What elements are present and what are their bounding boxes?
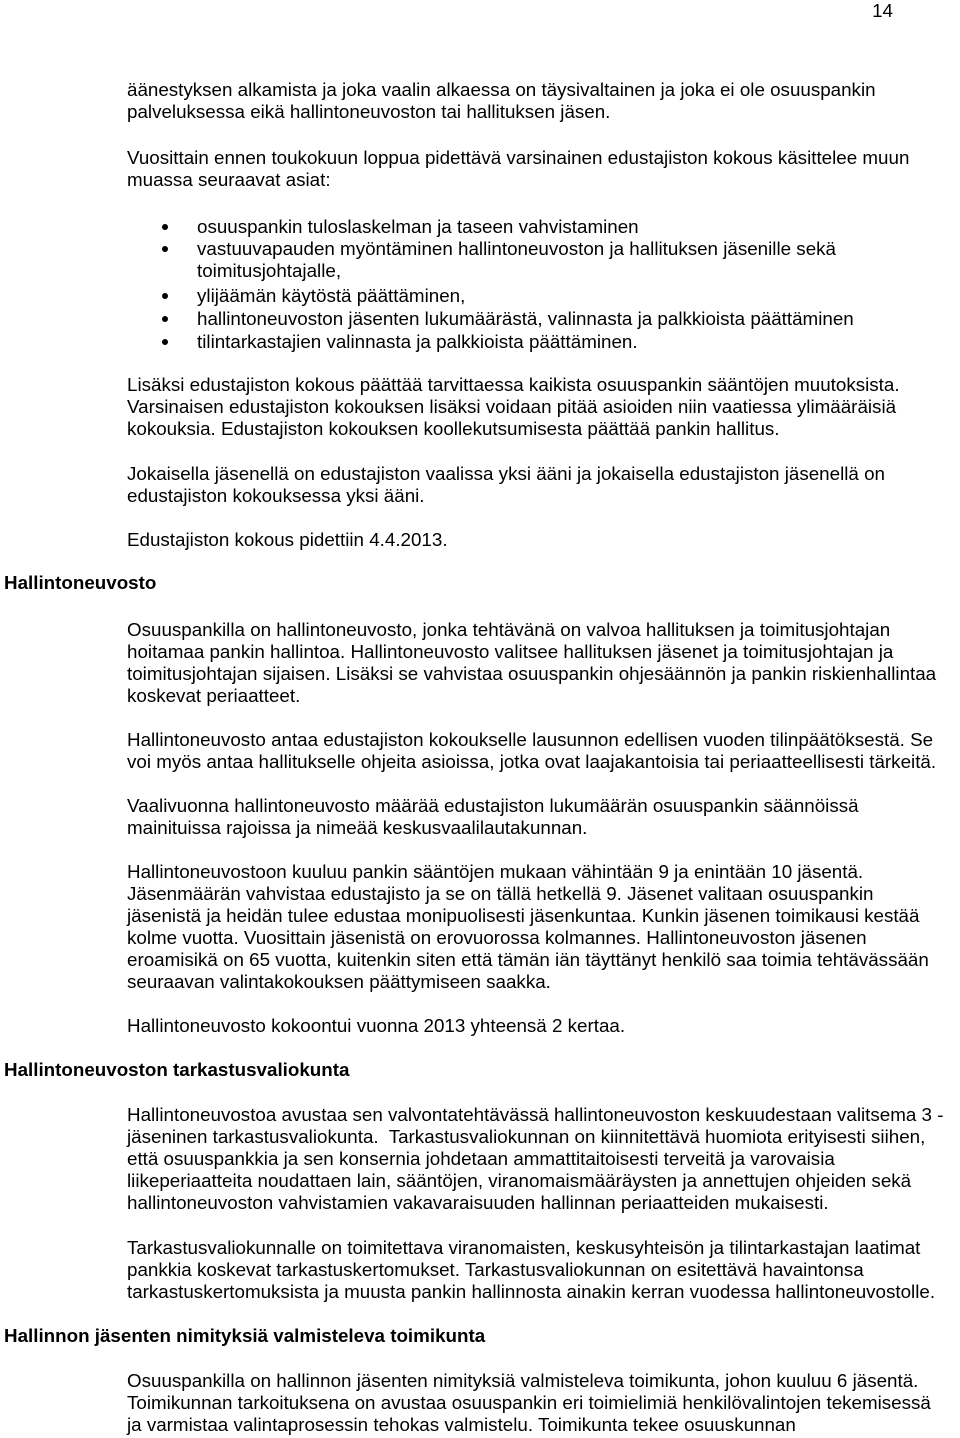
text-line: toimitusjohtajalle,	[197, 260, 342, 281]
text-line: muassa seuraavat asiat:	[127, 169, 331, 190]
text-line: jäsenistä ja heidän tulee edustaa monipuolisesti jäsenkuntaa. Kunkin jäsenen toimikausi kestää	[127, 905, 920, 926]
text-line: Toimikunnan tarkoituksena on avustaa osuuspankin eri toimielimiä henkilövalintojen tekemisessä	[127, 1392, 931, 1413]
text-line: liikeperiaatteita noudattaen lain, sääntöjen, viranomaismääräysten ja annettujen ohjeiden sekä	[127, 1170, 912, 1191]
paragraph	[127, 147, 960, 191]
text-line: Hallintoneuvosto antaa edustajiston kokoukselle lausunnon edellisen vuoden tilinpäätöksestä. Se	[127, 729, 934, 750]
text-line: hallintoneuvoston vahvistamien vakavaraisuuden hallinnan periaatteiden mukaisesti.	[127, 1192, 829, 1213]
paragraph	[127, 861, 960, 993]
text-line: tarkastuskertomuksista ja muusta pankin hallinnosta ainakin kerran vuodessa hallintoneuvostolle.	[127, 1281, 936, 1302]
paragraph	[127, 1237, 960, 1303]
text-line: palveluksessa eikä hallintoneuvoston tai hallituksen jäsen.	[127, 101, 611, 122]
paragraph	[127, 374, 960, 440]
text-line: Osuuspankilla on hallinnon jäsenten nimityksiä valmisteleva toimikunta, johon kuuluu 6 jäsentä.	[127, 1370, 919, 1391]
text-line: eroamisikä on 65 vuotta, kuitenkin siten että tämän iän täyttänyt henkilö saa toimia tehtävässään	[127, 949, 929, 970]
text-line: Jokaisella jäsenellä on edustajiston vaalissa yksi ääni ja jokaisella edustajiston jäsenellä on	[127, 463, 885, 484]
text-line: jäseninen tarkastusvaliokunta. Tarkastusvaliokunnan on kiinnitettävä huomiota erityisesti siihen,	[127, 1126, 926, 1147]
paragraph	[127, 795, 960, 839]
text-line: kolme vuotta. Vuosittain jäsenistä on erovuorossa kolmannes. Hallintoneuvoston jäsenen	[127, 927, 867, 948]
text-line: äänestyksen alkamista ja joka vaalin alkaessa on täysivaltainen ja joka ei ole osuuspankin	[127, 79, 876, 100]
paragraph	[127, 1104, 960, 1214]
text-line: Varsinaisen edustajiston kokouksen lisäksi voidaan pitää asioiden niin vaatiessa ylimääräisiä	[127, 396, 897, 417]
bullet-icon	[162, 339, 168, 345]
paragraph	[127, 79, 960, 123]
text-line: hallintoneuvoston jäsenten lukumäärästä, valinnasta ja palkkioista päättäminen	[197, 308, 854, 329]
text-line: edustajiston kokouksessa yksi ääni.	[127, 485, 425, 506]
paragraph	[127, 529, 960, 551]
text-line: Vuosittain ennen toukokuun loppua pidettävä varsinainen edustajiston kokous käsittelee muun	[127, 147, 910, 168]
text-line: että osuuspankkia ja sen konsernia johdetaan ammattitaitoisesti terveitä ja varovaisia	[127, 1148, 835, 1169]
paragraph	[127, 1015, 960, 1037]
text-line: pankkia koskevat tarkastuskertomukset. Tarkastusvaliokunnan on esitettävä havaintonsa	[127, 1259, 864, 1280]
text-line: Edustajiston kokous pidettiin 4.4.2013.	[127, 529, 448, 550]
section-heading: Hallinnon jäsenten nimityksiä valmisteleva toimikunta	[4, 1325, 486, 1346]
text-line: Hallintoneuvostoon kuuluu pankin sääntöjen mukaan vähintään 9 ja enintään 10 jäsentä.	[127, 861, 864, 882]
section-heading: Hallintoneuvoston tarkastusvaliokunta	[4, 1059, 350, 1080]
text-line: voi myös antaa hallitukselle ohjeita asioissa, jotka ovat laajakantoisia tai periaatteellisesti tärkeitä.	[127, 751, 937, 772]
section-heading: Hallintoneuvosto	[4, 572, 157, 593]
text-line: ylijäämän käytöstä päättäminen,	[197, 285, 466, 306]
bullet-icon	[162, 293, 168, 299]
text-line: Vaalivuonna hallintoneuvosto määrää edustajiston lukumäärän osuuspankin säännöissä	[127, 795, 859, 816]
text-line: mainituissa rajoissa ja nimeää keskusvaalilautakunnan.	[127, 817, 588, 838]
page-number: 14	[872, 0, 893, 21]
text-line: Lisäksi edustajiston kokous päättää tarvittaessa kaikista osuuspankin sääntöjen muutoksista.	[127, 374, 900, 395]
text-line: seuraavan valintakokouksen päättymiseen saakka.	[127, 971, 551, 992]
text-line: Hallintoneuvostoa avustaa sen valvontatehtävässä hallintoneuvoston keskuudestaan valitsema 3 -	[127, 1104, 944, 1125]
text-line: hoitamaa pankin hallintoa. Hallintoneuvosto valitsee hallituksen jäsenet ja toimitusjohtajan ja	[127, 641, 894, 662]
bullet-icon	[162, 246, 168, 252]
text-line: kokouksia. Edustajiston kokouksen koollekutsumisesta päättää pankin hallitus.	[127, 418, 780, 439]
text-line: Osuuspankilla on hallintoneuvosto, jonka tehtävänä on valvoa hallituksen ja toimitusjohtajan	[127, 619, 891, 640]
text-line: Jäsenmäärän vahvistaa edustajisto ja se on tällä hetkellä 9. Jäsenet valitaan osuuspankin	[127, 883, 874, 904]
text-line: Hallintoneuvosto kokoontui vuonna 2013 yhteensä 2 kertaa.	[127, 1015, 626, 1036]
bullet-icon	[162, 316, 168, 322]
paragraph	[127, 1370, 960, 1436]
text-line: vastuuvapauden myöntäminen hallintoneuvoston ja hallituksen jäsenille sekä	[197, 238, 836, 259]
paragraph	[127, 619, 960, 707]
paragraph	[127, 463, 960, 507]
bullet-icon	[162, 224, 168, 230]
paragraph	[127, 729, 960, 773]
text-line: osuuspankin tuloslaskelman ja taseen vahvistaminen	[197, 216, 639, 237]
text-line: toimitusjohtajan sijaisen. Lisäksi se vahvistaa osuuspankin ohjesäännön ja pankin riskienhallintaa	[127, 663, 937, 684]
text-line: koskevat periaatteet.	[127, 685, 301, 706]
text-line: Tarkastusvaliokunnalle on toimitettava viranomaisten, keskusyhteisön ja tilintarkastajan laatimat	[127, 1237, 921, 1258]
text-line: ja varmistaa valintaprosessin tehokas valmistelu. Toimikunta tekee osuuskunnan	[127, 1414, 796, 1435]
text-line: tilintarkastajien valinnasta ja palkkioista päättäminen.	[197, 331, 638, 352]
